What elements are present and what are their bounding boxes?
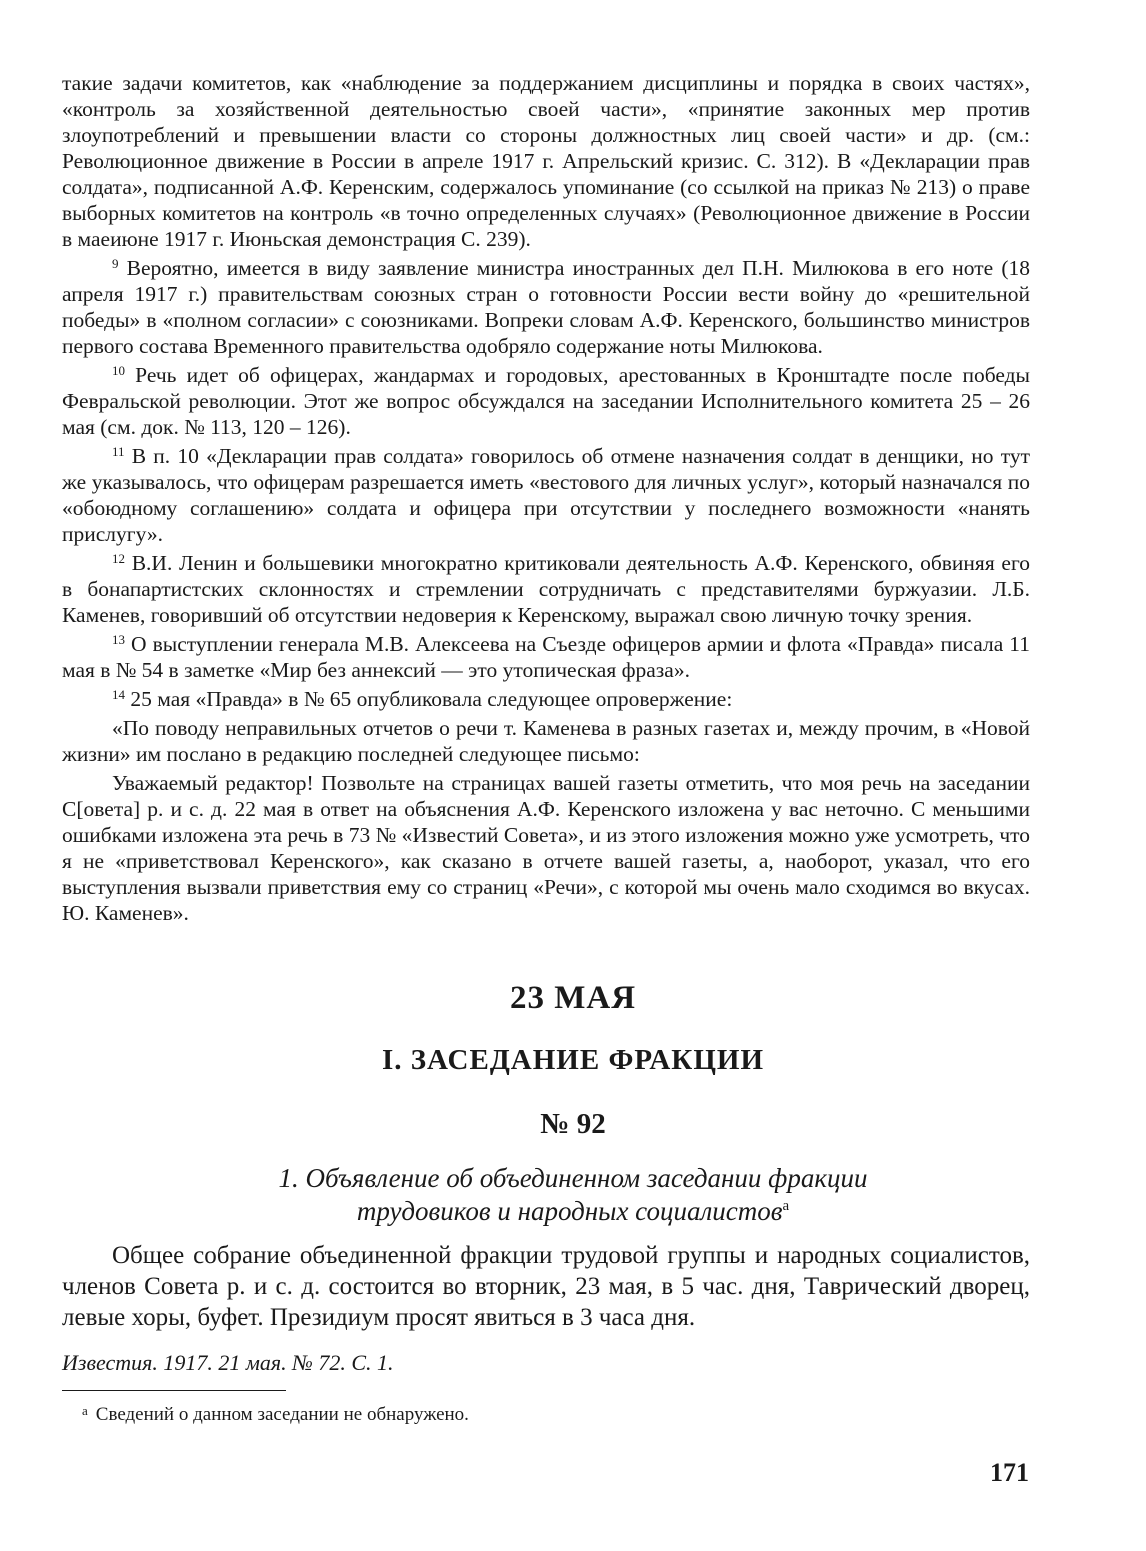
document-title-line-2-text: трудовиков и народных социалистов [356, 1196, 783, 1226]
document-title [150, 1162, 996, 1228]
endnote-text: Вероятно, имеется в виду заявление министра иностранных дел П.Н. Милюкова в его ноте (18 апреля 1917 г.) правительствам союзных стран о готовности России вести войну до «решительной победы» в «полном согласии» с союзниками. Вопреки словам А.Ф. Керенского, большинство министров первого состава Временного правительства одобряло содержание ноты Милюкова. [62, 256, 1030, 358]
endnote-9 [62, 255, 1030, 359]
document-title-line-2 [150, 1195, 996, 1228]
note-continuation: такие задачи комитетов, как «наблюдение за поддержанием дисциплины и порядка в своих частях», «контроль за хозяйственной деятельностью своей части», «принятие законных мер против злоупотреблений и превышении власти со стороны должностных лиц своей части» и др. (см.: Революционное движение в России в апреле 1917 г. Апрельский кризис. С. 312). В «Декларации прав солдата», подписанной А.Ф. Керенским, содержалось упоминание (со ссылкой на приказ № 213) о праве выборных комитетов на контроль «в точно определенных случаях» (Революционное движение в России в маеиюне 1917 г. Июньская демонстрация С. 239). [62, 71, 1030, 251]
document-body: Общее собрание объединенной фракции трудовой группы и народных социалистов, членов Совета р. и с. д. состоится во вторник, 23 мая, в 5 час. дня, Таврический дворец, левые хоры, буфет. Президиум просят явиться в 3 часа дня. [62, 1242, 1030, 1331]
quote-paragraph-2: Уважаемый редактор! Позвольте на страницах вашей газеты отметить, что моя речь на заседании С[овета] р. и с. д. 22 мая в ответ на объяснения А.Ф. Керенского изложена у вас неточно. С меньшими ошибками изложена эта речь в 73 № «Известий Совета», и из этого изложения можно уже усмотреть, что я не «приветствовал Керенского», как сказано в отчете вашей газеты, а, наоборот, указал, что его выступления вызвали приветствия ему со страниц «Речи», с которой мы очень мало сходимся во вкусах. Ю. Каменев». [62, 771, 1030, 925]
endnote-13 [62, 631, 1030, 683]
endnote-text: О выступлении генерала М.В. Алексеева на Съезде офицеров армии и флота «Правда» писала 11 мая в № 54 в заметке «Мир без аннексий — это утопическая фраза». [62, 632, 1031, 682]
endnote-marker: 10 [112, 363, 125, 378]
endnote-marker: 13 [112, 632, 125, 647]
endnote-marker: 9 [112, 256, 119, 271]
quote-paragraph-1: «По поводу неправильных отчетов о речи т. Каменева в разных газетах и, между прочим, в «Новой жизни» им послано в редакцию последней следующее письмо: [62, 716, 1030, 766]
endnote-text: В п. 10 «Декларации прав солдата» говорилось об отмене назначения солдат в денщики, но тут же указывалось, что офицерам разрешается иметь «вестового для личных услуг», который назначался по «обоюдному соглашению» солдата и офицера при отсутствии у последнего возможности «нанять прислугу». [62, 444, 1030, 546]
endnote-text: Речь идет об офицерах, жандармах и городовых, арестованных в Кронштадте после победы Февральской революции. Этот же вопрос обсуждался на заседании Исполнительного комитета 25 – 26 мая (см. док. № 113, 120 – 126). [62, 363, 1031, 439]
page-number: 171 [990, 1458, 1029, 1487]
document-title-line-1: 1. Объявление об объединенном заседании фракции [278, 1163, 868, 1193]
footnote-text: Сведений о данном заседании не обнаружено. [95, 1404, 469, 1425]
footnote [82, 1404, 469, 1426]
document-number: № 92 [540, 1108, 606, 1140]
footnote-divider [62, 1390, 286, 1391]
section-heading: I. ЗАСЕДАНИЕ ФРАКЦИИ [381, 1044, 765, 1076]
endnote-text: 25 мая «Правда» в № 65 опубликовала следующее опровержение: [130, 687, 733, 711]
endnote-10 [62, 362, 1030, 440]
endnote-marker: 14 [112, 687, 125, 702]
endnote-14 [62, 686, 1030, 712]
endnotes-section [62, 70, 1030, 929]
endnote-marker: 11 [112, 444, 125, 459]
endnote-11 [62, 443, 1030, 547]
document-source: Известия. 1917. 21 мая. № 72. С. 1. [62, 1350, 394, 1375]
footnote-marker: а [82, 1403, 88, 1418]
endnote-text: В.И. Ленин и большевики многократно критиковали деятельность А.Ф. Керенского, обвиняя его в бонапартистских склонностях и стремлении сотрудничать с представителями буржуазии. Л.Б. Каменев, говоривший об отсутствии недоверия к Керенскому, выражал свою личную точку зрения. [62, 551, 1030, 627]
date-heading: 23 МАЯ [509, 980, 637, 1016]
endnote-marker: 12 [112, 551, 125, 566]
footnote-reference-mark: а [782, 1198, 790, 1214]
endnote-12 [62, 550, 1030, 628]
